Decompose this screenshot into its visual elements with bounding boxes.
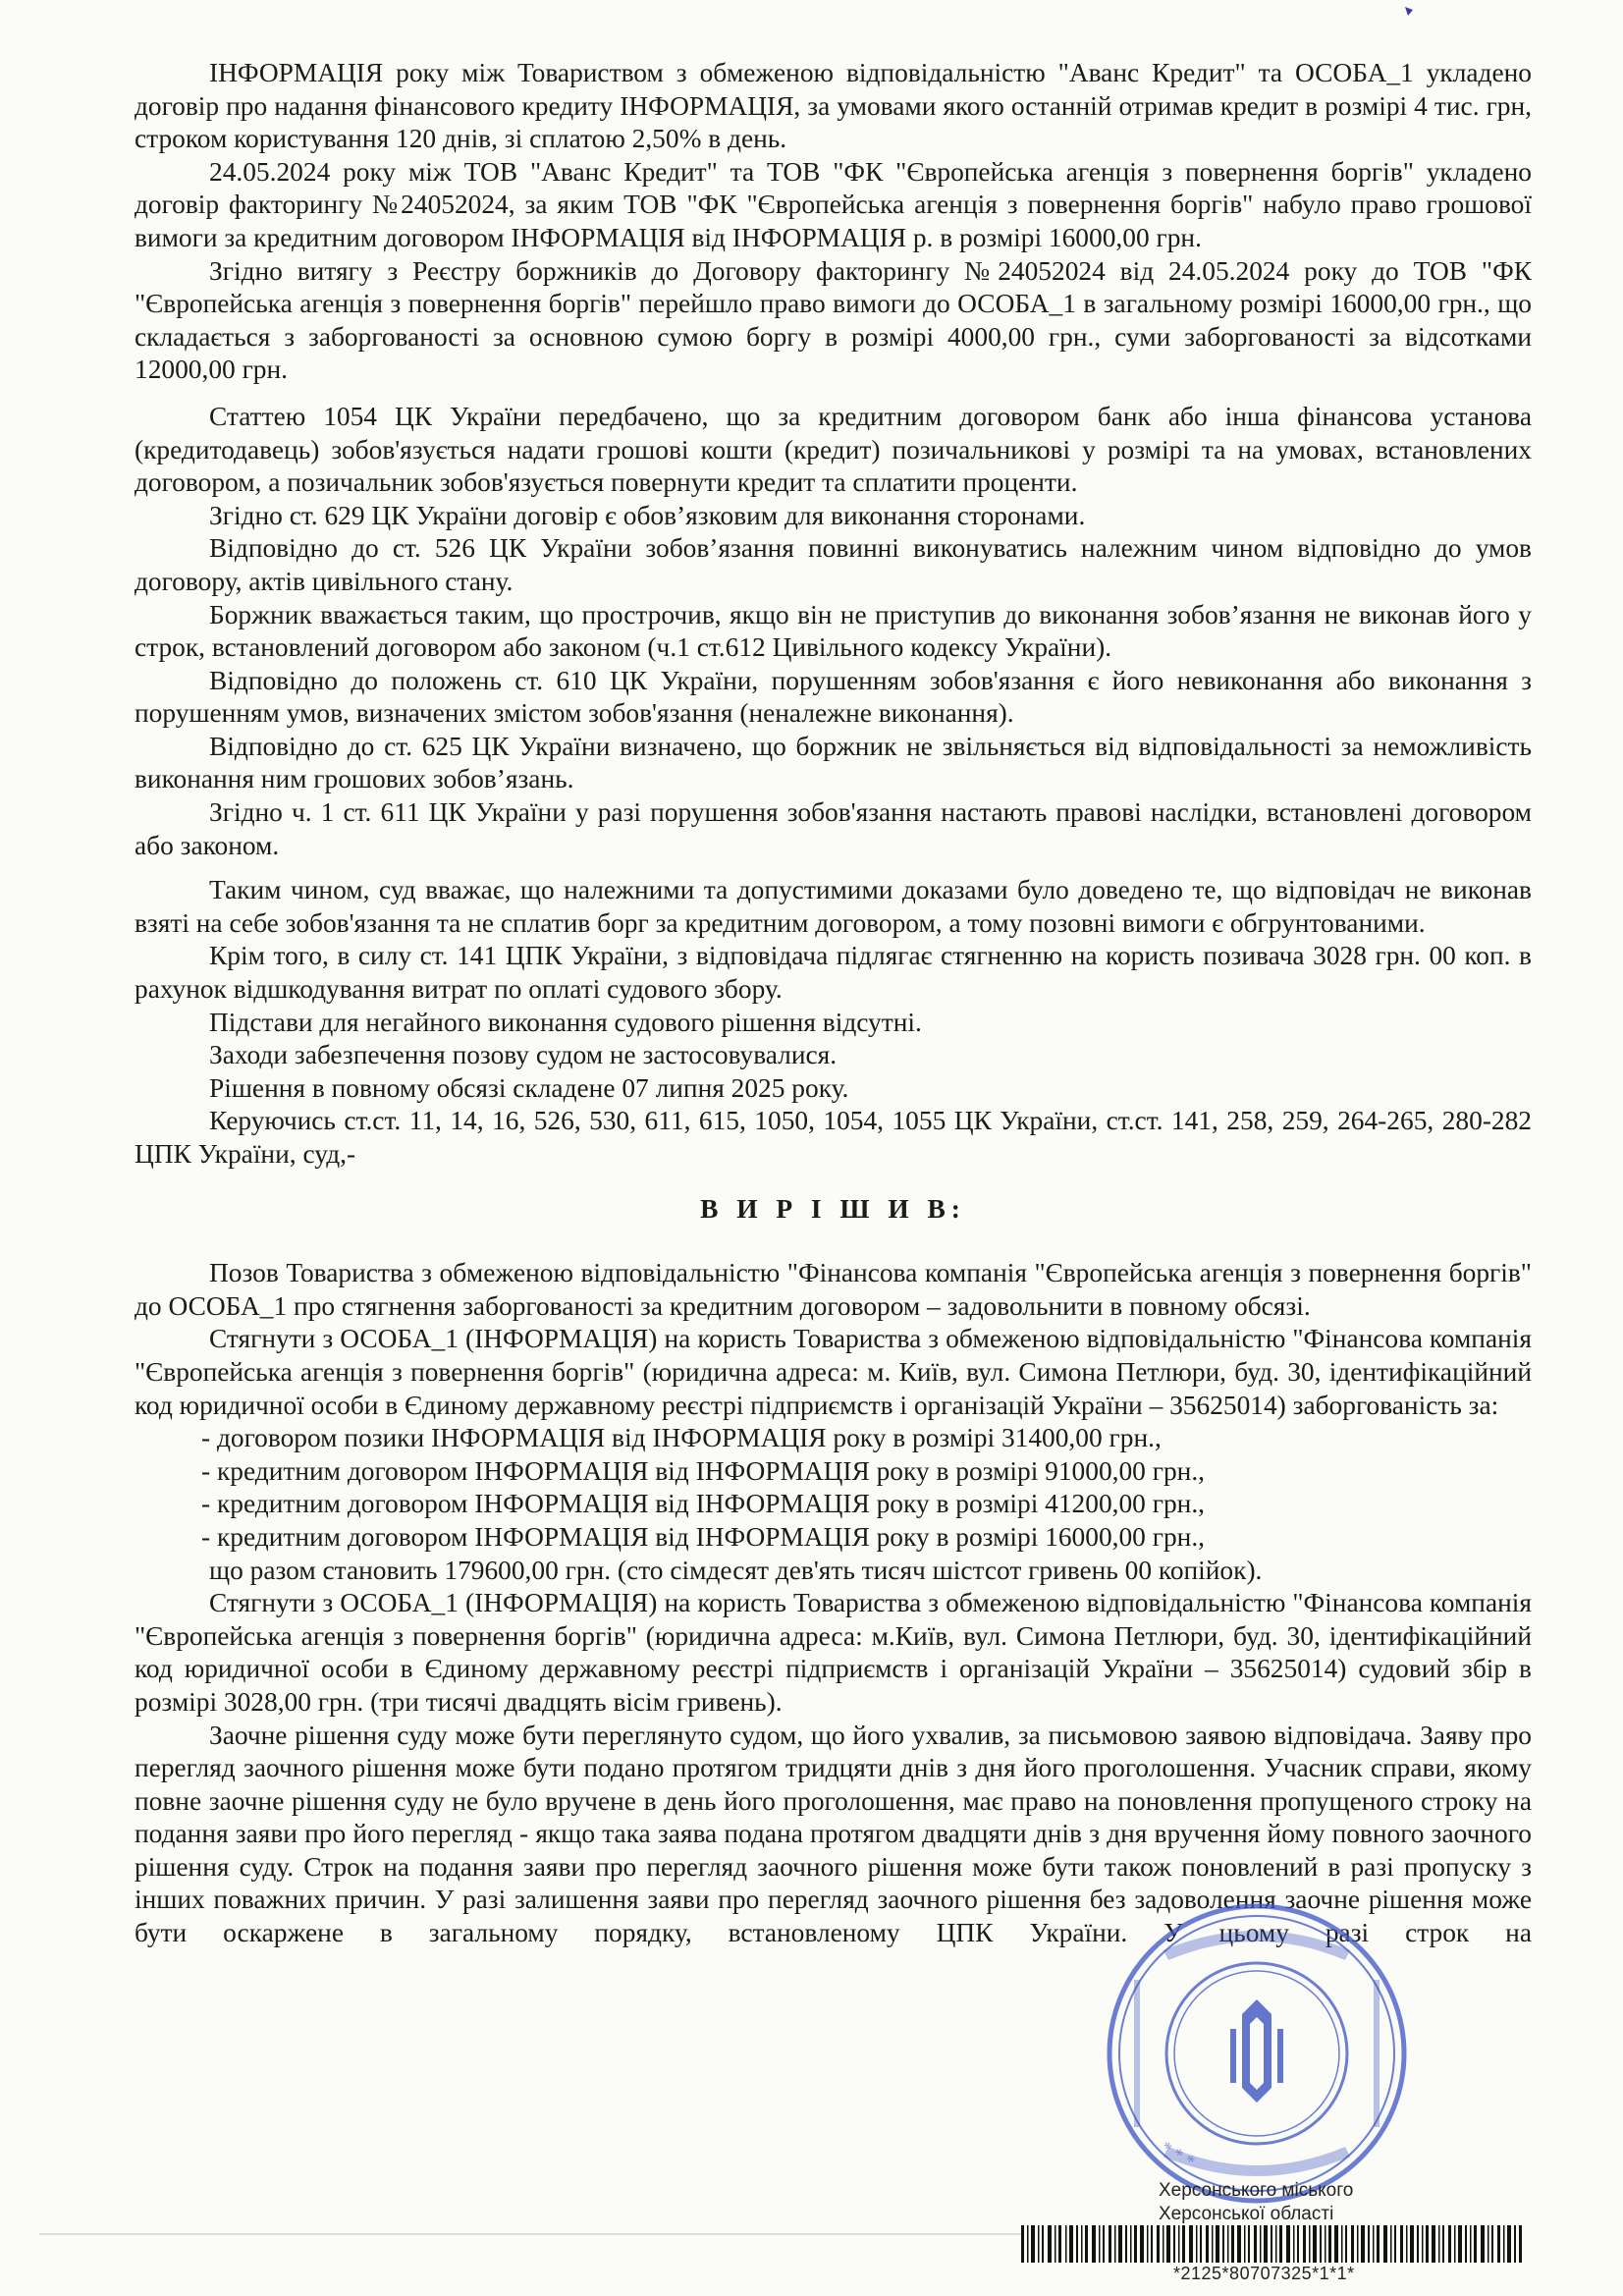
- scan-artifact-line: [39, 2229, 1021, 2239]
- debt-item: - кредитним договором ІНФОРМАЦІЯ від ІНФОРМАЦІЯ року в розмірі 91000,00 грн.,: [201, 1455, 1206, 1486]
- paragraph: Відповідно до положень ст. 610 ЦК України, порушенням зобов'язання є його невиконання або виконання з порушенням умов, визначених змістом зобов'язання (неналежне виконання).: [135, 665, 1532, 729]
- paragraph: Крім того, в силу ст. 141 ЦПК України, з відповідача підлягає стягненню на користь позивача 3028 грн. 00 коп. в рахунок відшкодування витрат по оплаті судового збору.: [135, 941, 1532, 1005]
- debt-item: - кредитним договором ІНФОРМАЦІЯ від ІНФОРМАЦІЯ року в розмірі 16000,00 грн.,: [201, 1521, 1206, 1552]
- paragraph: ІНФОРМАЦІЯ року між Товариством з обмеженою відповідальністю "Аванс Кредит" та ОСОБА_1 укладено договір про надання фінансового кредиту ІНФОРМАЦІЯ, за умовами якого останній отримав кредит в розмірі 4 тис. грн, строком користування 120 днів, зі сплатою 2,50% в день.: [135, 58, 1532, 154]
- decision-heading: В И Р І Ш И В:: [700, 1193, 966, 1224]
- paragraph: Стягнути з ОСОБА_1 (ІНФОРМАЦІЯ) на користь Товариства з обмеженою відповідальністю "Фінансова компанія "Європейська агенція з повернення боргів" (юридична адреса: м.Київ, вул. Симона Петлюри, буд. 30, ідентифікаційний код юридичної особи в Єдиному державному реєстрі підприємств і організацій України – 35625014) судовий збір в розмірі 3028,00 грн. (три тисячі двадцять вісім гривень).: [135, 1588, 1532, 1717]
- barcode-number: *2125*80707325*1*1*: [1173, 2264, 1355, 2283]
- paragraph: Статтею 1054 ЦК України передбачено, що за кредитним договором банк або інша фінансова установа (кредитодавець) зобов'язується надати грошові кошти (кредит) позичальникові у розмірі та на умовах, встановлених договором, а позичальник зобов'язується повернути кредит та сплатити проценти.: [135, 401, 1532, 498]
- paragraph: Заходи забезпечення позову судом не застосовувалися.: [209, 1040, 838, 1070]
- debt-item: - договором позики ІНФОРМАЦІЯ від ІНФОРМАЦІЯ року в розмірі 31400,00 грн.,: [201, 1423, 1162, 1453]
- paragraph: Підстави для негайного виконання судового рішення відсутні.: [209, 1007, 922, 1037]
- paragraph: Стягнути з ОСОБА_1 (ІНФОРМАЦІЯ) на користь Товариства з обмеженою відповідальністю "Фінансова компанія "Європейська агенція з повернення боргів" (юридична адреса: м. Київ, вул. Симона Петлюри, буд. 30, ідентифікаційний код юридичної особи в Єдиному державному реєстрі підприємств і організацій України – 35625014) заборгованість за:: [135, 1324, 1532, 1420]
- svg-text:* * *: * * *: [1160, 2132, 1201, 2168]
- trident-emblem-icon: [1230, 1999, 1283, 2103]
- paragraph: Згідно ст. 629 ЦК України договір є обов’язковим для виконання сторонами.: [209, 500, 1086, 530]
- paragraph: 24.05.2024 року між ТОВ "Аванс Кредит" та ТОВ "ФК "Європейська агенція з повернення боргів" укладено договір факторингу №24052024, за яким ТОВ "ФК "Європейська агенція з повернення боргів" набуло право грошової вимоги за кредитним договором ІНФОРМАЦІЯ від ІНФОРМАЦІЯ р. в розмірі 16000,00 грн.: [135, 156, 1532, 252]
- paragraph: Позов Товариства з обмеженою відповідальністю "Фінансова компанія "Європейська агенція з повернення боргів" до ОСОБА_1 про стягнення заборгованості за кредитним договором – задовольнити в повному обсязі.: [135, 1258, 1532, 1321]
- paragraph: Таким чином, суд вважає, що належними та допустимими доказами було доведено те, що відповідач не виконав взяті на себе зобов'язання та не сплатив борг за кредитним договором, а тому позовні вимоги є обгрунтованими.: [135, 875, 1532, 938]
- paragraph: Заочне рішення суду може бути переглянуто судом, що його ухвалив, за письмовою заявою відповідача. Заяву про перегляд заочного рішення може бути подано протягом тридцяти днів з дня його проголошення. Учасник справи, якому повне заочне рішення суду не було вручене в день його проголошення, має право на поновлення пропущеного строку на подання заяви про його перегляд - якщо така заява подана протягом двадцяти днів з дня вручення йому повного заочного рішення суду. Строк на подання заяви про перегляд заочного рішення може бути також поновлений в разі пропуску з інших поважних причин. У разі залишення заяви про перегляд заочного рішення без задоволення заочне рішення може бути оскаржене в загальному порядку, встановленому ЦПК України. У цьому разі строк на: [135, 1720, 1532, 1948]
- paragraph: Керуючись ст.ст. 11, 14, 16, 526, 530, 611, 615, 1050, 1054, 1055 ЦК України, ст.ст. 141, 258, 259, 264-265, 280-282 ЦПК України, суд,-: [135, 1106, 1532, 1169]
- paragraph: Згідно витягу з Реєстру боржників до Договору факторингу №24052024 від 24.05.2024 року до ТОВ "ФК "Європейська агенція з повернення боргів" перейшло право вимоги до ОСОБА_1 в загальному розмірі 16000,00 грн., що складається з заборгованості за основною сумою боргу в розмірі 4000,00 грн., суми заборгованості за відсотками 12000,00 грн.: [135, 255, 1532, 385]
- court-region-line: Херсонської області: [1159, 2204, 1334, 2224]
- paragraph: Відповідно до ст. 526 ЦК України зобов’язання повинні виконуватись належним чином відповідно до умов договору, актів цивільного стану.: [135, 533, 1532, 596]
- court-footer-label: [1159, 2179, 1353, 2226]
- court-seal-stamp: [1095, 1891, 1419, 2215]
- ink-mark-icon: [1403, 4, 1417, 18]
- barcode: [1021, 2225, 1522, 2263]
- paragraph: Згідно ч. 1 ст. 611 ЦК України у разі порушення зобов'язання настають правові наслідки, встановлені договором або законом.: [135, 797, 1532, 860]
- paragraph: Рішення в повному обсязі складене 07 липня 2025 року.: [209, 1072, 849, 1103]
- court-name-line: Херсонського міського: [1159, 2180, 1354, 2201]
- paragraph: Відповідно до ст. 625 ЦК України визначено, що боржник не звільняється від відповідальності за неможливість виконання ним грошових зобов’язань.: [135, 731, 1532, 794]
- debt-total: що разом становить 179600,00 грн. (сто сімдесят дев'ять тисяч шістсот гривень 00 копійок).: [209, 1555, 1263, 1585]
- paragraph: Боржник вважається таким, що прострочив, якщо він не приступив до виконання зобов’язання не виконав його у строк, встановлений договором або законом (ч.1 ст.612 Цивільного кодексу України).: [135, 599, 1532, 663]
- document-body: [135, 57, 1532, 1950]
- debt-item: - кредитним договором ІНФОРМАЦІЯ від ІНФОРМАЦІЯ року в розмірі 41200,00 грн.,: [201, 1489, 1206, 1519]
